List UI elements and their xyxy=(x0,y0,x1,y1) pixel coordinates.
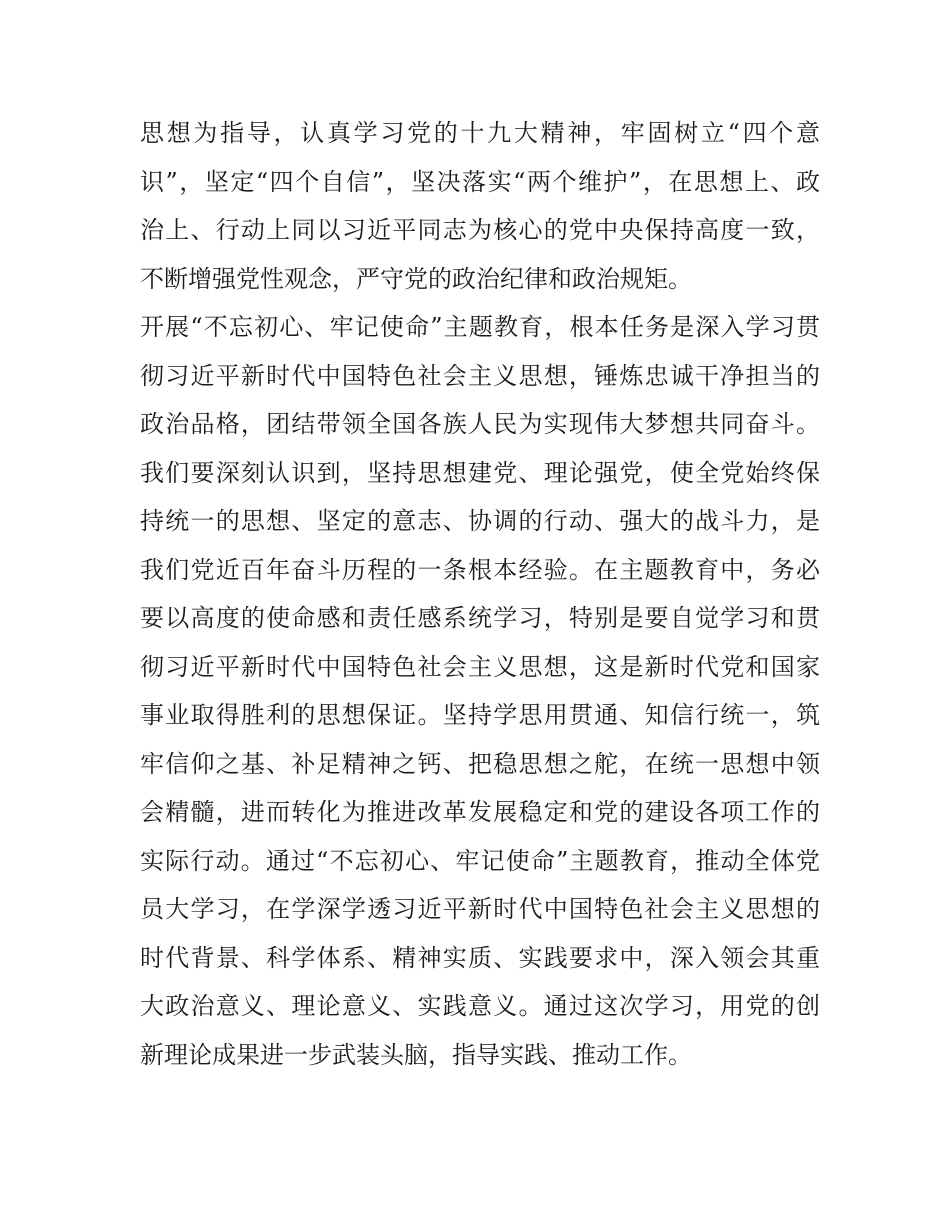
text-line: 彻习近平新时代中国特色社会主义思想，锤炼忠诚干净担当的 xyxy=(140,361,820,390)
text-line: 识”，坚定“四个自信”，坚决落实“两个维护”，在思想上、政 xyxy=(140,167,820,196)
text-line: 我们党近百年奋斗历程的一条根本经验。在主题教育中，务必 xyxy=(140,555,820,584)
text-line: 我们要深刻认识到，坚持思想建党、理论强党，使全党始终保 xyxy=(140,458,820,487)
text-line: 思想为指导，认真学习党的十九大精神，牢固树立“四个意 xyxy=(140,119,820,147)
text-line: 事业取得胜利的思想保证。坚持学思用贯通、知信行统一，筑 xyxy=(140,701,820,729)
text-line: 政治品格，团结带领全国各族人民为实现伟大梦想共同奋斗。 xyxy=(140,410,820,438)
document-body xyxy=(140,109,820,1079)
text-line: 不断增强党性观念，严守党的政治纪律和政治规矩。 xyxy=(140,264,692,293)
text-line: 要以高度的使命感和责任感系统学习，特别是要自觉学习和贯 xyxy=(140,604,820,632)
text-line: 彻习近平新时代中国特色社会主义思想，这是新时代党和国家 xyxy=(140,652,820,681)
text-line: 治上、行动上同以习近平同志为核心的党中央保持高度一致， xyxy=(140,216,820,244)
paragraph-2 xyxy=(140,303,820,1079)
text-line: 牢信仰之基、补足精神之钙、把稳思想之舵，在统一思想中领 xyxy=(140,749,820,778)
text-line: 大政治意义、理论意义、实践意义。通过这次学习，用党的创 xyxy=(140,992,820,1020)
text-line: 开展“不忘初心、牢记使命”主题教育，根本任务是深入学习贯 xyxy=(140,313,820,341)
text-line: 时代背景、科学体系、精神实质、实践要求中，深入领会其重 xyxy=(140,943,820,972)
text-line: 实际行动。通过“不忘初心、牢记使命”主题教育，推动全体党 xyxy=(140,846,820,875)
text-line: 持统一的思想、坚定的意志、协调的行动、强大的战斗力，是 xyxy=(140,507,820,535)
text-line: 新理论成果进一步武装头脑，指导实践、推动工作。 xyxy=(140,1040,692,1069)
paragraph-1 xyxy=(140,109,820,303)
text-line: 员大学习，在学深学透习近平新时代中国特色社会主义思想的 xyxy=(140,895,820,923)
text-line: 会精髓，进而转化为推进改革发展稳定和党的建设各项工作的 xyxy=(140,798,820,826)
